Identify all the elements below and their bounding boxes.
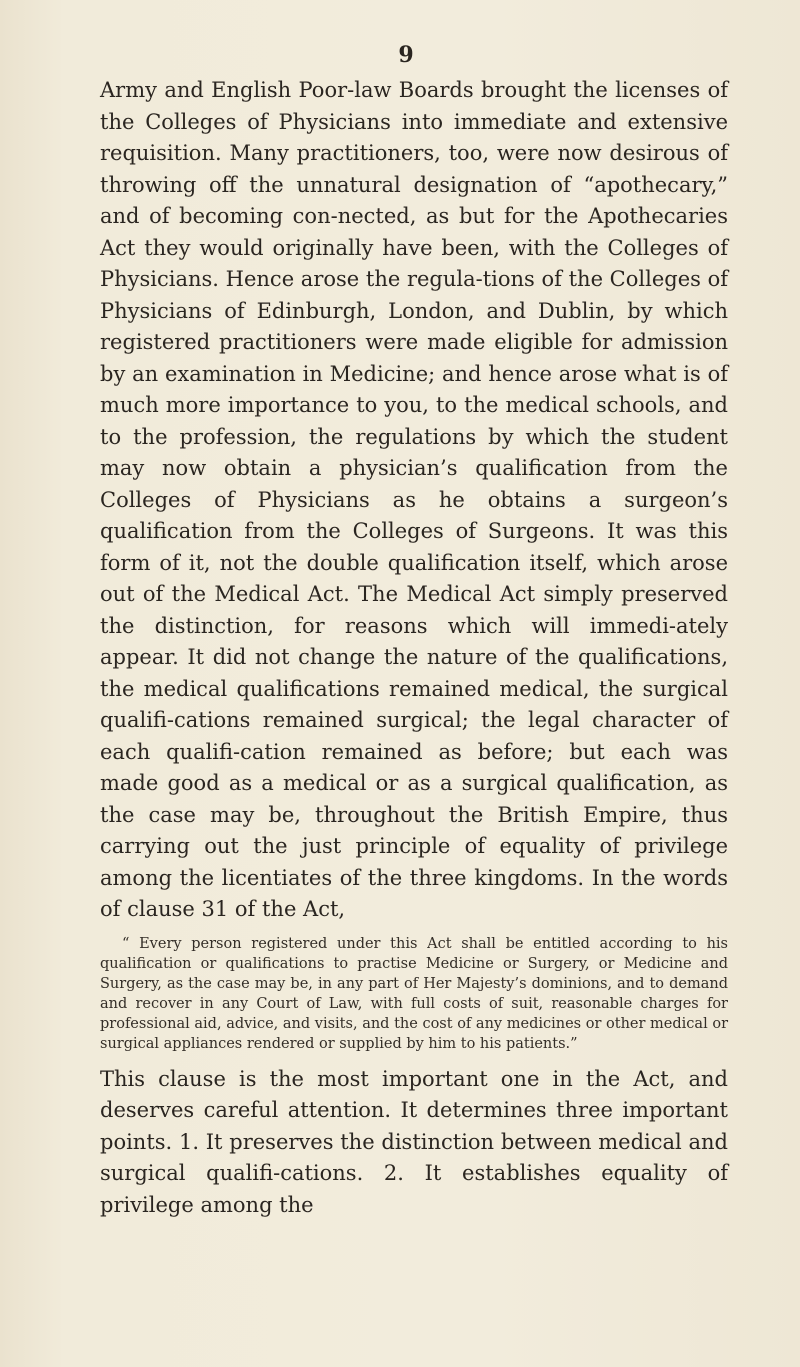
- body-paragraph-1: Army and English Poor-law Boards brought the licenses of the Colleges of Physicians into immediate and extensive requisition. Many practitioners, too, were now desirous of throwing off the unnatural designation of “apothecary,” and of becoming con-nected, as but for the Apothecaries Act they would originally have been, with the Colleges of Physicians. Hence arose the regula-tions of the Colleges of Physicians of Edinburgh, London, and Dublin, by which registered practitioners were made eligible for admission by an examination in Medicine; and hence arose what is of much more importance to you, to the medical schools, and to the profession, the regulations by which the student may now obtain a physician’s qualification from the Colleges of Physicians as he obtains a surgeon’s qualification from the Colleges of Surgeons. It was this form of it, not the double qualification itself, which arose out of the Medical Act. The Medical Act simply preserved the distinction, for reasons which will immedi-ately appear. It did not change the nature of the qualifications, the medical qualifications remained medical, the surgical qualifi-cations remained surgical; the legal character of each qualifi-cation remained as before; but each was made good as a medical or as a surgical qualification, as the case may be, throughout the British Empire, thus carrying out the just principle of equality of privilege among the licentiates of the three kingdoms. In the words of clause 31 of the Act,: [100, 78, 728, 921]
- page-number: 9: [398, 42, 414, 68]
- body-paragraph-2: This clause is the most important one in the Act, and deserves careful attention. It determines three important points. 1. It preserves the distinction between medical and surgical qualifi-cations. 2. It establishes equality of privilege among the: [100, 1066, 728, 1217]
- block-quote: “ Every person registered under this Act shall be entitled according to his qualification or qualifications to practise Medicine or Surgery, or Medicine and Surgery, as the case may be, in any part of Her Majesty’s dominions, and to demand and recover in any Court of Law, with full costs of suit, reasonable charges for professional aid, advice, and visits, and the cost of any medicines or other medical or surgical appliances rendered or supplied by him to his patients.”: [100, 935, 728, 1052]
- body-text: [100, 75, 728, 1221]
